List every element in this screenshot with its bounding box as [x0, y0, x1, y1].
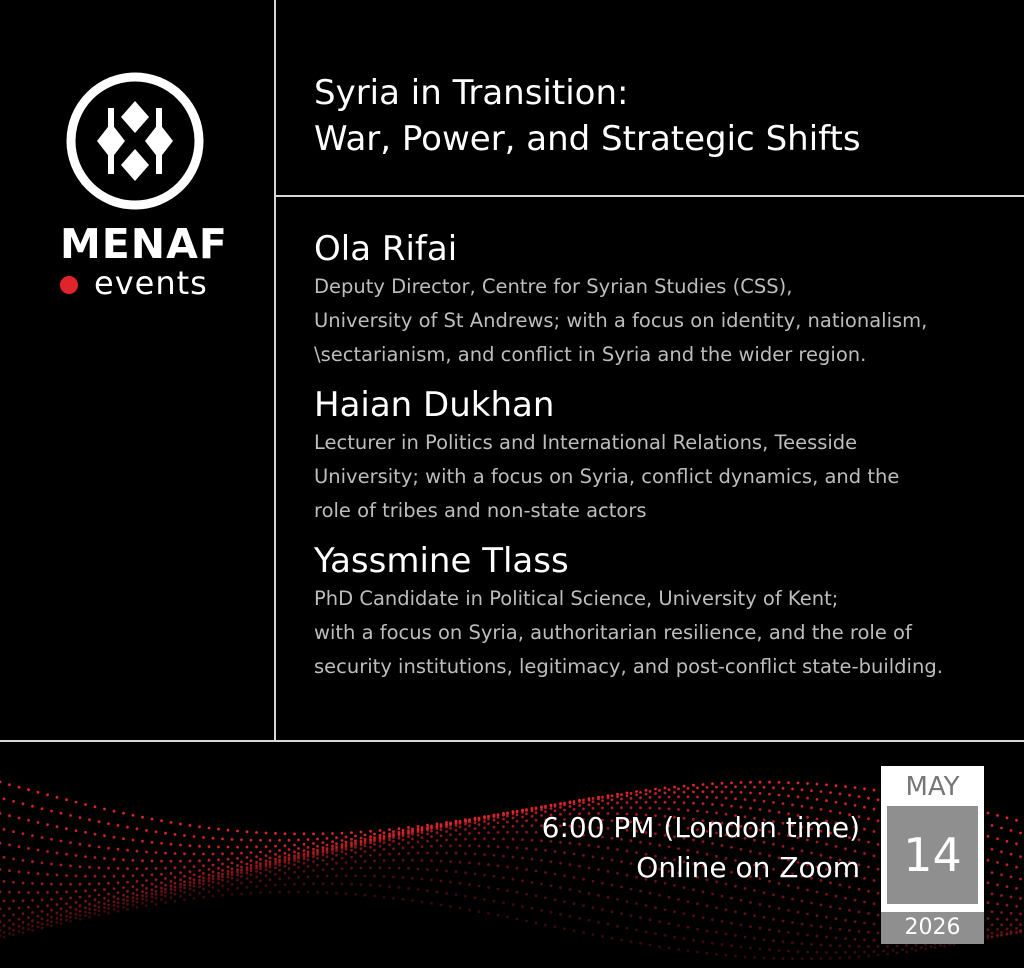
speaker-bio-line: University of St Andrews; with a focus on identity, nationalism, — [314, 309, 928, 332]
speaker-bio-line: security institutions, legitimacy, and post-conflict state-building. — [314, 655, 943, 678]
speaker-bio-line: with a focus on Syria, authoritarian resilience, and the role of — [314, 621, 912, 644]
event-time-location — [542, 808, 860, 888]
calendar-day: 14 — [887, 806, 978, 904]
event-title-line-2: War, Power, and Strategic Shifts — [314, 119, 861, 159]
menaf-logo — [60, 70, 228, 302]
speaker-ola-rifai — [314, 228, 1020, 372]
speaker-bio-line: University; with a focus on Syria, conflict dynamics, and the — [314, 465, 900, 488]
red-dot-icon — [60, 276, 78, 294]
title-divider — [276, 195, 1024, 197]
event-location: Online on Zoom — [636, 851, 860, 884]
speaker-bio-line: \sectarianism, and conflict in Syria and the wider region. — [314, 343, 867, 366]
brand-name: MENAF — [60, 220, 228, 268]
event-time: 6:00 PM (London time) — [541, 811, 860, 844]
speaker-name: Haian Dukhan — [314, 385, 555, 425]
event-title — [314, 70, 861, 162]
vertical-divider — [274, 0, 276, 740]
event-title-line-1: Syria in Transition: — [314, 73, 629, 113]
brand-sub-text: events — [94, 264, 208, 302]
speakers-list — [314, 228, 1020, 696]
dotted-wave-decoration — [0, 742, 1024, 968]
brand-subtitle — [60, 266, 210, 300]
date-calendar-badge — [881, 766, 984, 944]
speaker-name: Ola Rifai — [314, 229, 458, 269]
speaker-haian-dukhan — [314, 384, 1020, 528]
speaker-bio-line: Lecturer in Politics and International Relations, Teesside — [314, 431, 858, 454]
speaker-bio-line: PhD Candidate in Political Science, University of Kent; — [314, 587, 839, 610]
speaker-name: Yassmine Tlass — [314, 541, 569, 581]
speaker-yassmine-tlass — [314, 540, 1020, 684]
speaker-bio-line: role of tribes and non-state actors — [314, 499, 647, 522]
calendar-year: 2026 — [881, 912, 984, 944]
calendar-month: MAY — [905, 772, 960, 802]
speaker-bio-line: Deputy Director, Centre for Syrian Studies (CSS), — [314, 275, 793, 298]
menaf-emblem-icon — [64, 70, 206, 212]
